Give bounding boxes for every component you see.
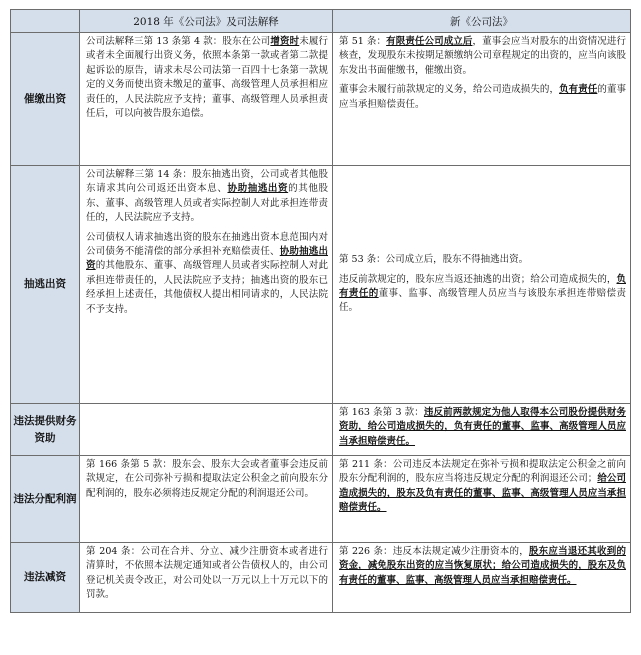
row-label: 违法分配利润: [11, 456, 80, 543]
row-label: 违法提供财务资助: [11, 404, 80, 456]
emphasized-text: 违反前两款规定为他人取得本公司股份提供财务资助，给公司造成损失的，负有责任的董事、监事、高级管理人员应当承担赔偿责任。: [339, 407, 626, 447]
clause-text: 第 51 条：: [339, 36, 387, 47]
old-law-cell: [80, 404, 333, 456]
clause-text: 第 166 条第 5 款：股东会、股东大会或者董事会违反前款规定，在公司弥补亏损和提取法定公积金之前向股东分配利润的，股东必须将违反规定分配的利润退还公司。: [86, 459, 328, 499]
header-old-law: 2018 年《公司法》及司法解释: [80, 10, 333, 33]
old-law-cell: [80, 33, 333, 166]
clause-paragraph: [86, 231, 328, 317]
clause-text: 第 53 条：公司成立后，股东不得抽逃出资。: [339, 254, 529, 266]
clause-paragraph: [339, 253, 626, 267]
clause-paragraph: [339, 83, 626, 112]
clause-text: 董事、监事、高级管理人员应当与该股东承担连带赔偿责任。: [339, 288, 626, 314]
clause-paragraph: [339, 458, 626, 516]
new-law-cell: [333, 404, 631, 456]
clause-text: 的其他股东、董事、高级管理人员或者实际控制人对此承担连带责任的，人民法院应予支持。: [86, 183, 328, 224]
row-illegal-profit-distribution: [11, 456, 631, 543]
clause-paragraph: [339, 273, 626, 316]
new-law-cell: [333, 33, 631, 166]
clause-text: 公司法解释三第 13 条第 4 款：股东在公司: [86, 36, 271, 47]
clause-text: 第 204 条：公司在合并、分立、减少注册资本或者进行清算时，不依照本法规定通知或者公告债权人的，由公司登记机关责令改正，对公司处以一万元以上十万元以下的罚款。: [86, 546, 328, 601]
clause-paragraph: [86, 35, 328, 121]
new-law-cell: [333, 543, 631, 613]
comparison-table: [10, 9, 631, 613]
clause-text: 第 226 条：违反本法规定减少注册资本的，: [339, 546, 529, 557]
row-label: 催缴出资: [11, 33, 80, 166]
clause-text: 的董事应当承担赔偿责任。: [339, 84, 626, 110]
header-row: [11, 10, 631, 33]
old-law-cell: [80, 456, 333, 543]
row-capital-call: [11, 33, 631, 166]
clause-paragraph: [86, 545, 328, 603]
emphasized-text: 有限责任公司成立后: [386, 36, 473, 47]
clause-text: 第 163 条第 3 款：: [339, 407, 424, 418]
clause-paragraph: [339, 406, 626, 449]
old-law-cell: [80, 543, 333, 613]
emphasized-text: 增资时: [270, 36, 300, 47]
emphasized-text: 股东应当退还其收到的资金，减免股东出资的应当恢复原状；给公司造成损失的，股东及负有责任的董事、监事、高级管理人员应当承担赔偿责任。: [339, 546, 626, 586]
row-illegal-capital-reduction: [11, 543, 631, 613]
clause-text: ，董事会应当对股东的出资情况进行核查，发现股东未按期足额缴纳公司章程规定的出资的，应当向该股东发出书面催缴书，催缴出资。: [339, 36, 626, 76]
emphasized-text: 给公司造成损失的，股东及负有责任的董事、监事、高级管理人员应当承担赔偿责任。: [339, 473, 626, 514]
clause-paragraph: [86, 168, 328, 226]
clause-paragraph: [86, 458, 328, 501]
clause-text: 违反前款规定的，股东应当返还抽逃的出资；给公司造成损失的，: [339, 273, 617, 285]
clause-text: 第 211 条：公司违反本法规定在弥补亏损和提取法定公积金之前向股东分配利润的，股东应当将违反规定分配的利润退还公司；: [339, 459, 626, 485]
row-financial-assistance: [11, 404, 631, 456]
clause-text: 公司法解释三第 14 条：股东抽逃出资，公司或者其他股东请求其向公司返还出资本息、: [86, 169, 328, 195]
clause-text: 的其他股东、董事、高级管理人员或者实际控制人对此承担连带责任的，人民法院应予支持；抽逃出资的股东已经承担上述责任，其他债权人提出相同请求的，人民法院不予支持。: [86, 260, 328, 315]
clause-paragraph: [339, 545, 626, 588]
clause-text: 公司债权人请求抽逃出资的股东在抽逃出资本息范围内对公司债务不能清偿的部分承担补充赔偿责任、: [86, 231, 328, 258]
row-label: 抽逃出资: [11, 166, 80, 404]
emphasized-text: 负有责任的: [339, 273, 626, 299]
clause-text: 未履行或者未全面履行出资义务，依照本条第一款或者第二款提起诉讼的原告，请求未尽公司法第一百四十七条第一款规定的义务而使出资未缴足的董事、高级管理人员承担相应责任的，人民法院应予支持；董事、高级管理人员承担责任后，可以向被告股东追偿。: [86, 36, 328, 120]
old-law-cell: [80, 166, 333, 404]
clause-text: 董事会未履行前款规定的义务，给公司造成损失的，: [339, 84, 560, 96]
emphasized-text: 负有责任: [559, 84, 598, 96]
row-capital-withdrawal: [11, 166, 631, 404]
header-new-law: 新《公司法》: [333, 10, 631, 33]
emphasized-text: 协助抽逃出资: [86, 246, 328, 272]
header-corner: [11, 10, 80, 33]
new-law-cell: [333, 166, 631, 404]
clause-paragraph: [339, 35, 626, 78]
row-label: 违法减资: [11, 543, 80, 613]
new-law-cell: [333, 456, 631, 543]
emphasized-text: 协助抽逃出资: [227, 183, 289, 195]
